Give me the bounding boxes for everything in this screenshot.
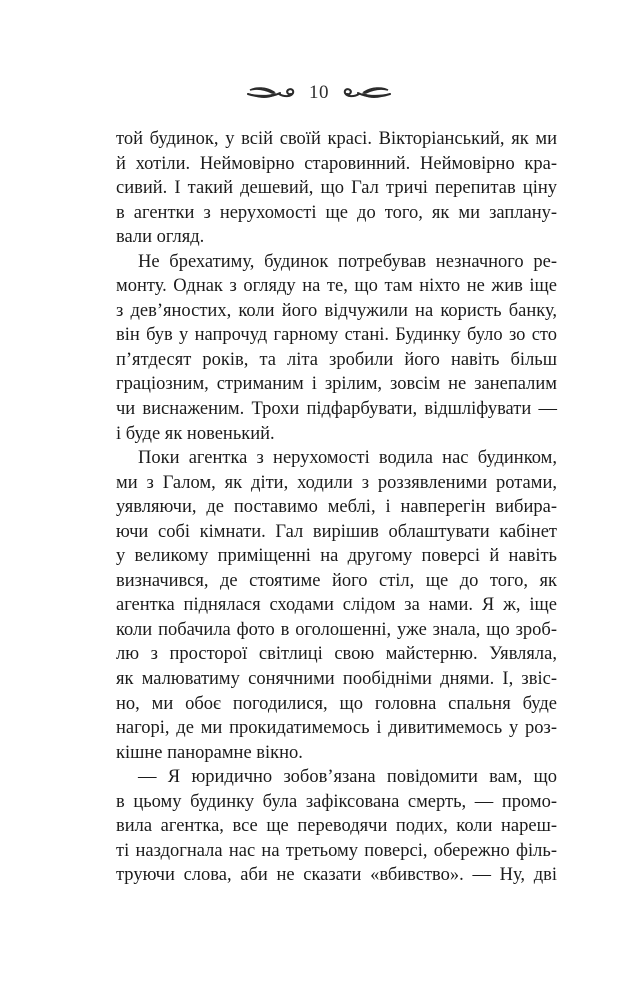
text-line: п’ятдесят років, та літа зробили його навіть більш xyxy=(116,349,557,370)
text-line: він був у напрочуд гарному стані. Будинку було зо сто xyxy=(116,325,557,346)
text-line: нагорі, де ми прокидатимемось і дивитимемось у роз- xyxy=(116,718,557,739)
text-line: ми з Галом, як діти, ходили з роззявленими ротами, xyxy=(116,472,557,493)
paragraph xyxy=(116,127,557,250)
page-text xyxy=(116,127,557,888)
text-line: сивий. І такий дешевий, що Гал тричі перепитав ціну xyxy=(116,178,557,199)
text-line: ючи собі кімнати. Гал вирішив облаштувати кабінет xyxy=(116,521,557,542)
text-line: вали огляд. xyxy=(116,227,205,248)
text-line: Не брехатиму, будинок потребував незначного ре- xyxy=(138,251,557,272)
paragraph xyxy=(116,765,557,888)
text-line: кішне панорамне вікно. xyxy=(116,742,303,763)
text-line: уявляючи, де поставимо меблі, і навперегін вибира- xyxy=(116,497,557,518)
text-line: монту. Однак з огляду на те, що там ніхто не жив іще xyxy=(116,276,557,297)
text-line: у великому приміщенні на другому поверсі й навіть xyxy=(116,546,557,567)
text-line: ті наздогнала нас на третьому поверсі, обережно філь- xyxy=(116,840,557,861)
text-line: той будинок, у всій своїй красі. Вікторіанський, як ми xyxy=(116,129,557,149)
text-line: як малюватиму сонячними пообідніми днями. І, звіс- xyxy=(116,669,557,690)
paragraph xyxy=(116,446,557,765)
page-number: 10 xyxy=(309,82,329,103)
text-line: з дев’яностих, коли його відчужили на користь банку, xyxy=(116,300,557,321)
text-line: труючи слова, аби не сказати «вбивство». — Ну, дві xyxy=(116,865,557,886)
text-line: в цьому будинку була зафіксована смерть, — промо- xyxy=(116,791,557,812)
flourish-right-icon xyxy=(342,86,392,100)
text-line: чи виснаженим. Трохи підфарбувати, відшліфувати — xyxy=(116,399,557,420)
text-line: Поки агентка з нерухомості водила нас будинком, xyxy=(138,448,557,469)
text-line: вила агентка, все ще переводячи подих, коли нареш- xyxy=(116,816,557,837)
paragraph xyxy=(116,250,557,446)
text-line: коли побачила фото в оголошенні, уже знала, що зроб- xyxy=(116,619,557,640)
text-line: в агентки з нерухомості ще до того, як ми заплану- xyxy=(116,202,557,223)
flourish-left-icon xyxy=(246,86,296,100)
page-header xyxy=(0,82,638,104)
text-line: і буде як новенький. xyxy=(116,423,275,444)
text-line: й хотіли. Неймовірно старовинний. Неймовірно кра- xyxy=(116,153,557,174)
text-line: граціозним, стриманим і зрілим, зовсім не занепалим xyxy=(116,374,557,395)
text-line: лю з просторої світлиці свою майстерню. Уявляла, xyxy=(116,644,557,665)
text-line: — Я юридично зобов’язана повідомити вам, що xyxy=(138,767,557,788)
text-line: но, ми обоє погодилися, що головна спальня буде xyxy=(116,693,557,714)
text-line: агентка піднялася сходами слідом за нами. Я ж, іще xyxy=(116,595,557,616)
text-line: визначився, де стоятиме його стіл, ще до того, як xyxy=(116,570,557,591)
